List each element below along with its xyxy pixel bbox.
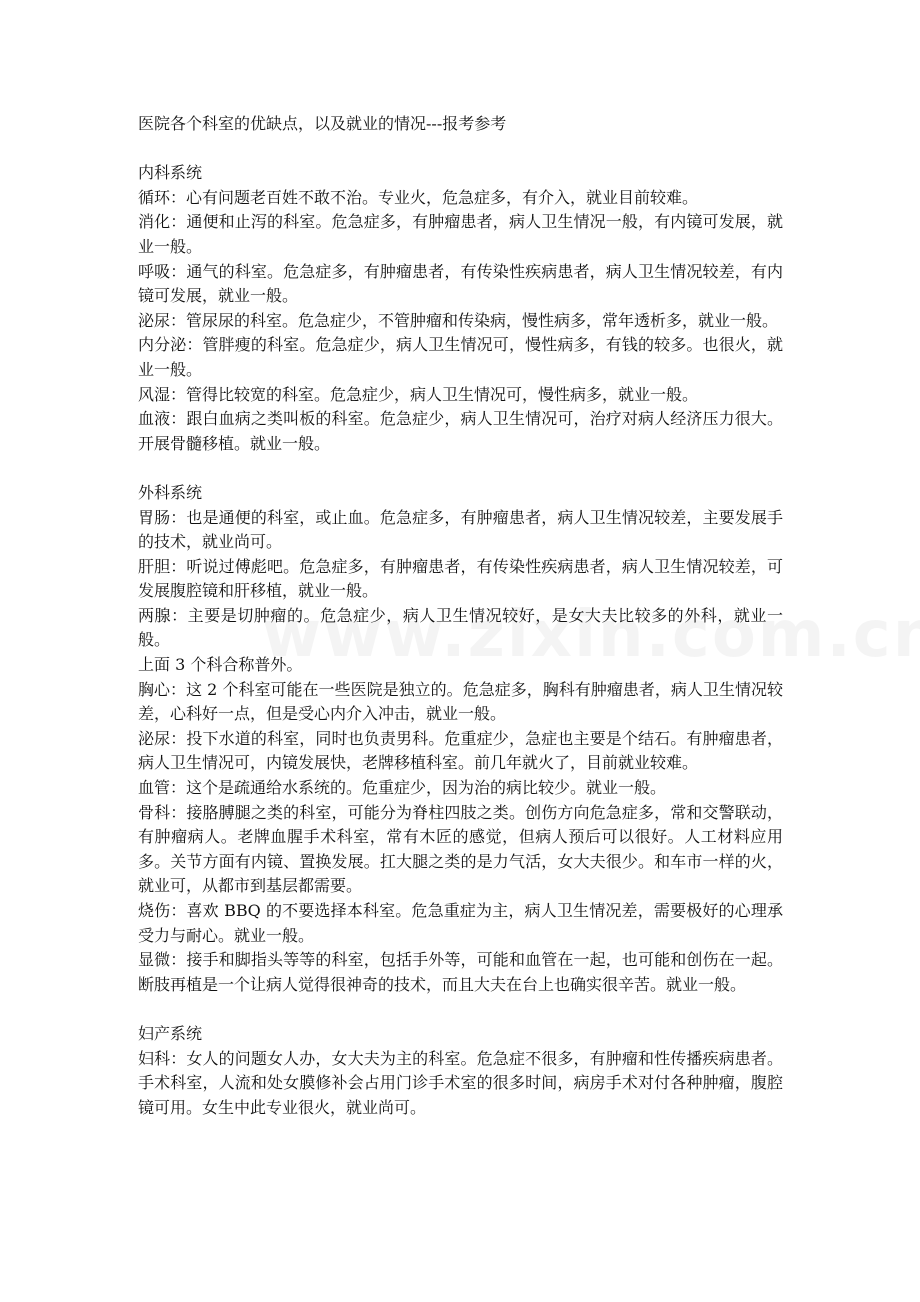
department-paragraph: 烧伤：喜欢 BBQ 的不要选择本科室。危急重症为主，病人卫生情况差，需要极好的心理承受力与耐心。就业一般。 [138,901,783,945]
department-paragraph: 泌尿：管尿尿的科室。危急症少，不管肿瘤和传染病，慢性病多，常年透析多，就业一般。 [138,310,779,330]
department-paragraph: 血液：跟白血病之类叫板的科室。危急症少，病人卫生情况可，治疗对病人经济压力很大。开展骨髓移植。就业一般。 [138,409,783,453]
document-title: 医院各个科室的优缺点，以及就业的情况---报考参考 [138,114,507,133]
department-paragraph: 妇科：女人的问题女人办，女大夫为主的科室。危急症不很多，有肿瘤和性传播疾病患者。手术科室，人流和处女膜修补会占用门诊手术室的很多时间，病房手术对付各种肿瘤，腹腔镜可用。女生中此专业很火，就业尚可。 [138,1048,783,1117]
department-paragraph: 呼吸：通气的科室。危急症多，有肿瘤患者，有传染性疾病患者，病人卫生情况较差，有内镜可发展，就业一般。 [138,261,783,306]
department-paragraph: 肝胆：听说过傅彪吧。危急症多，有肿瘤患者，有传染性疾病患者，病人卫生情况较差，可发展腹腔镜和肝移植，就业一般。 [138,556,783,601]
department-paragraph: 显微：接手和脚指头等等的科室，包括手外等，可能和血管在一起，也可能和创伤在一起。断肢再植是一个让病人觉得很神奇的技术，而且大夫在台上也确实很辛苦。就业一般。 [138,950,783,994]
department-paragraph: 两腺：主要是切肿瘤的。危急症少，病人卫生情况较好，是女大夫比较多的外科，就业一般。 [138,605,783,650]
department-paragraph: 泌尿：投下水道的科室，同时也负责男科。危重症少，急症也主要是个结石。有肿瘤患者，病人卫生情况可，内镜发展快，老牌移植科室。前几年就火了，目前就业较难。 [138,728,783,773]
section [138,161,783,456]
department-paragraph: 上面 3 个科合称普外。 [138,655,303,675]
section [138,481,783,997]
department-paragraph: 血管：这个是疏通给水系统的。危重症少，因为治的病比较少。就业一般。 [138,778,667,798]
section-heading: 内科系统 [138,163,203,183]
department-paragraph: 消化：通便和止泻的科室。危急症多，有肿瘤患者，病人卫生情况一般，有内镜可发展，就业一般。 [138,212,783,256]
department-paragraph: 骨科：接胳膊腿之类的科室，可能分为脊柱四肢之类。创伤方向危急症多，常和交警联动，有肿瘤病人。老牌血腥手术科室，常有木匠的感觉，但病人预后可以很好。人工材料应用多。关节方面有内镜、置换发展。扛大腿之类的是力气活，女大夫很少。和车市一样的火，就业可，从都市到基层都需要。 [138,802,783,896]
department-paragraph: 胃肠：也是通便的科室，或止血。危急症多，有肿瘤患者，病人卫生情况较差，主要发展手的技术，就业尚可。 [138,507,783,552]
section [138,1022,783,1120]
department-paragraph: 循环：心有问题老百姓不敢不治。专业火，危急症多，有介入，就业目前较难。 [138,187,699,207]
department-paragraph: 风湿：管得比较宽的科室。危急症少，病人卫生情况可，慢性病多，就业一般。 [138,384,699,404]
sections-container [138,161,783,1120]
department-paragraph: 胸心：这 2 个科室可能在一些医院是独立的。危急症多，胸科有肿瘤患者，病人卫生情况较差，心科好一点，但是受心内介入冲击，就业一般。 [138,679,783,724]
document-body [138,112,783,1145]
section-heading: 妇产系统 [138,1023,203,1043]
department-paragraph: 内分泌：管胖瘦的科室。危急症少，病人卫生情况可，慢性病多，有钱的较多。也很火，就业一般。 [138,335,783,379]
section-heading: 外科系统 [138,482,203,502]
